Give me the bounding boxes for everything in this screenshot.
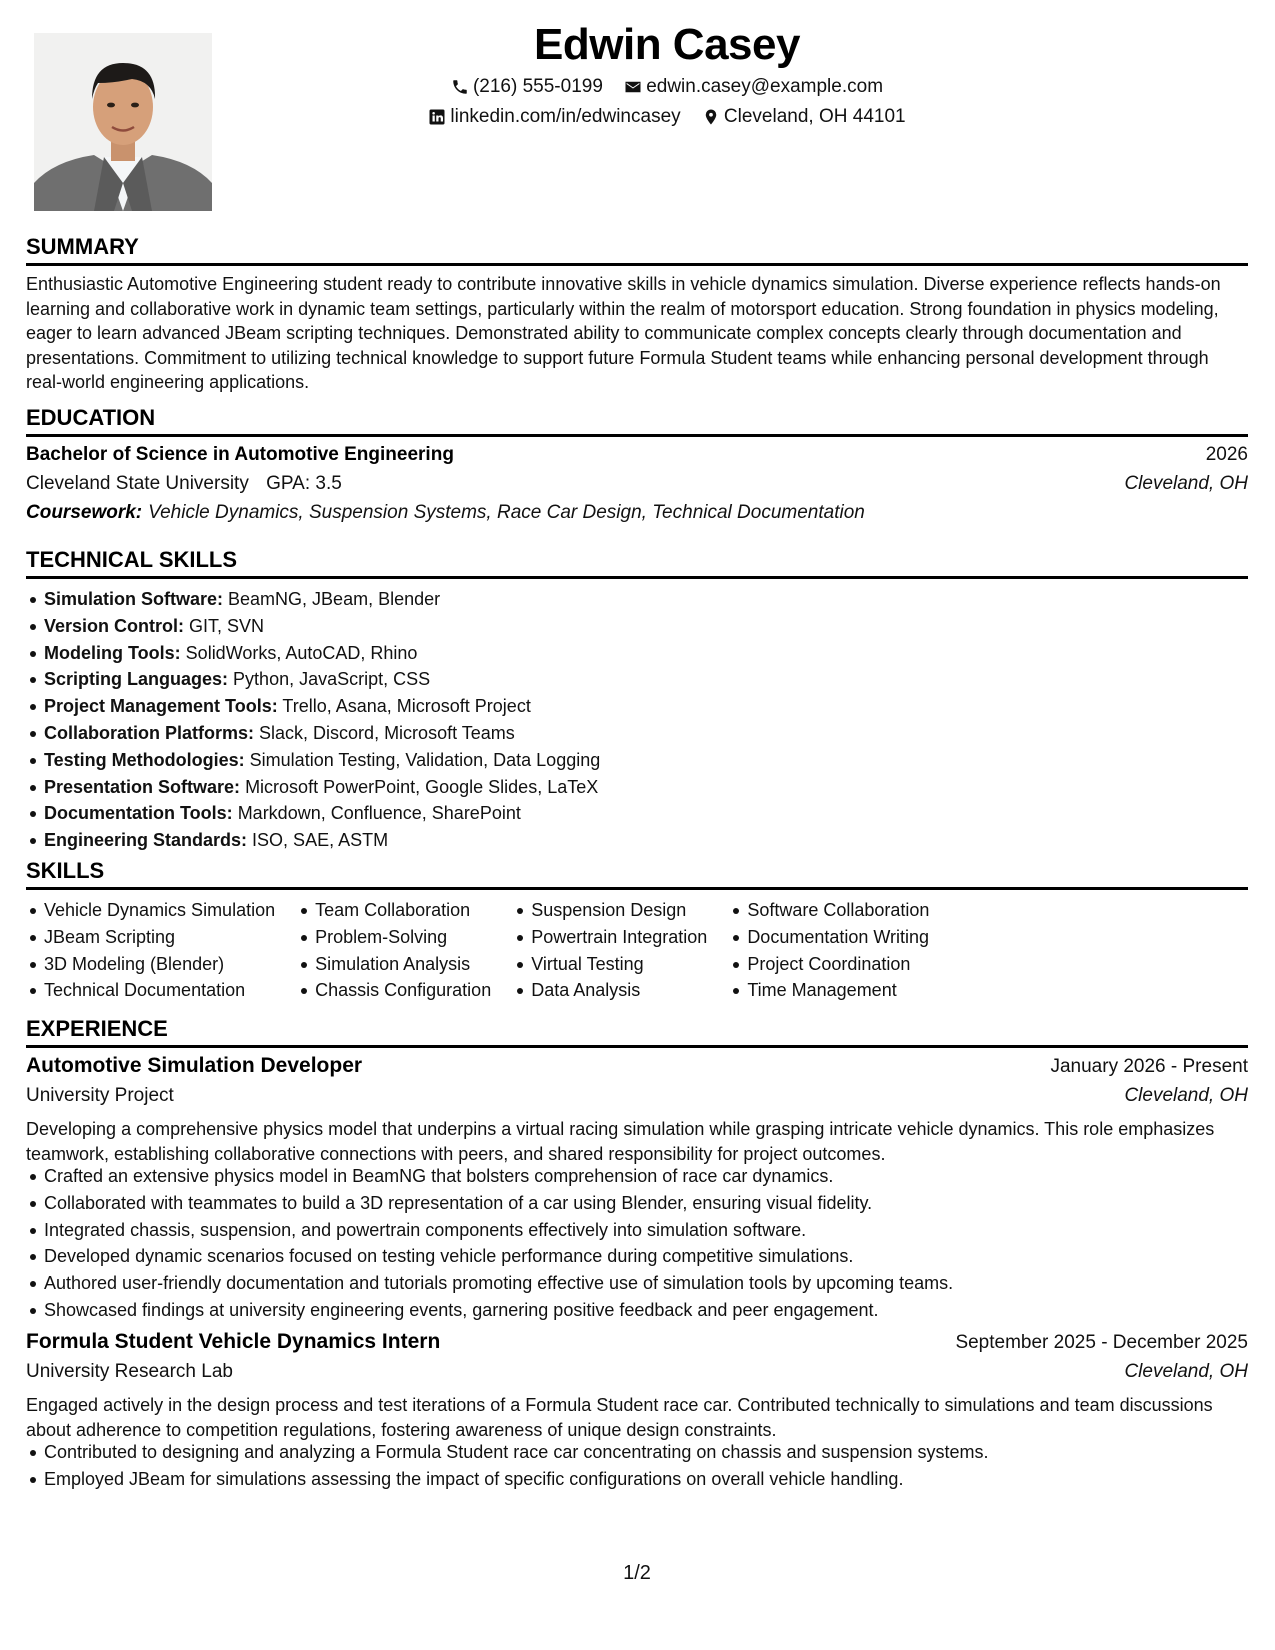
list-item: Chassis Configuration <box>297 977 491 1004</box>
linkedin-icon <box>428 108 446 126</box>
email-address: edwin.casey@example.com <box>646 76 884 97</box>
resume-page <box>26 0 1248 1650</box>
skills-column-4 <box>729 897 929 1004</box>
list-item: Data Analysis <box>513 977 707 1004</box>
list-item: Showcased findings at university engineering events, garnering positive feedback and peer engagement. <box>26 1297 1248 1324</box>
job-title: Formula Student Vehicle Dynamics Intern <box>26 1330 441 1353</box>
job-location: Cleveland, OH <box>1124 1085 1248 1106</box>
list-item: Crafted an extensive physics model in BeamNG that bolsters comprehension of race car dynamics. <box>26 1163 1248 1190</box>
list-item: Developed dynamic scenarios focused on testing vehicle performance during competitive simulations. <box>26 1243 1248 1270</box>
skills-heading: SKILLS <box>26 858 1248 890</box>
summary-heading: SUMMARY <box>26 234 1248 266</box>
list-item: Version Control: GIT, SVN <box>26 613 1248 640</box>
education-heading: EDUCATION <box>26 405 1248 437</box>
list-item: Collaboration Platforms: Slack, Discord, Microsoft Teams <box>26 720 1248 747</box>
coursework-list: Vehicle Dynamics, Suspension Systems, Race Car Design, Technical Documentation <box>148 502 865 523</box>
list-item: Software Collaboration <box>729 897 929 924</box>
list-item: Technical Documentation <box>26 977 275 1004</box>
school-name: Cleveland State University <box>26 473 249 494</box>
list-item: Time Management <box>729 977 929 1004</box>
map-pin-icon <box>702 108 720 126</box>
job-1-description: Developing a comprehensive physics model that underpins a virtual racing simulation while grasping intricate vehicle dynamics. This role emphasizes teamwork, establishing collaborative connections with peers, and shared responsibility for project outcomes. <box>26 1119 1215 1164</box>
list-item: Project Management Tools: Trello, Asana, Microsoft Project <box>26 693 1248 720</box>
job-org: University Research Lab <box>26 1361 233 1382</box>
list-item: Testing Methodologies: Simulation Testing, Validation, Data Logging <box>26 747 1248 774</box>
list-item: Presentation Software: Microsoft PowerPoint, Google Slides, LaTeX <box>26 774 1248 801</box>
job-location: Cleveland, OH <box>1124 1361 1248 1382</box>
job-dates: September 2025 - December 2025 <box>955 1332 1248 1353</box>
coursework-row <box>26 502 1248 524</box>
email-contact[interactable] <box>624 76 883 98</box>
list-item: Project Coordination <box>729 951 929 978</box>
job-2-bullets <box>26 1439 1248 1493</box>
list-item: Virtual Testing <box>513 951 707 978</box>
linkedin-contact[interactable] <box>428 106 680 128</box>
list-item: 3D Modeling (Blender) <box>26 951 275 978</box>
list-item: Scripting Languages: Python, JavaScript, CSS <box>26 666 1248 693</box>
job-1-org-row <box>26 1085 1248 1107</box>
coursework-label: Coursework: <box>26 502 143 523</box>
job-1-title-row <box>26 1054 1248 1078</box>
school-location: Cleveland, OH <box>1124 473 1248 494</box>
graduation-year: 2026 <box>1205 444 1248 465</box>
job-dates: January 2026 - Present <box>1050 1056 1248 1077</box>
location-text: Cleveland, OH 44101 <box>723 106 906 127</box>
skills-grid <box>26 897 1248 1004</box>
education-school-row <box>26 473 1248 495</box>
contact-row-1 <box>186 76 1148 102</box>
location-contact <box>702 106 906 128</box>
contact-row-2 <box>186 106 1148 132</box>
technical-skills-list <box>26 586 1248 854</box>
experience-heading: EXPERIENCE <box>26 1016 1248 1048</box>
skills-column-1 <box>26 897 275 1004</box>
list-item: Engineering Standards: ISO, SAE, ASTM <box>26 827 1248 854</box>
summary-text: Enthusiastic Automotive Engineering student ready to contribute innovative skills in vehicle dynamics simulation. Diverse experience reflects hands-on learning and collaborative work in dynamic team settings, particularly within the realm of motorsport education. Strong foundation in physics modeling, eager to learn advanced JBeam scripting techniques. Demonstrated ability to communicate complex concepts clearly through documentation and presentations. Commitment to utilizing technical knowledge to support future Formula Student teams while enhancing personal development through real-world engineering applications. <box>26 274 1221 392</box>
job-org: University Project <box>26 1085 174 1106</box>
list-item: Vehicle Dynamics Simulation <box>26 897 275 924</box>
list-item: Simulation Analysis <box>297 951 491 978</box>
phone-contact[interactable] <box>451 76 603 98</box>
page-number: 1/2 <box>623 1562 651 1584</box>
phone-number: (216) 555-0199 <box>472 76 603 97</box>
list-item: Modeling Tools: SolidWorks, AutoCAD, Rhino <box>26 640 1248 667</box>
skills-column-2 <box>297 897 491 1004</box>
technical-skills-heading: TECHNICAL SKILLS <box>26 547 1248 579</box>
job-title: Automotive Simulation Developer <box>26 1054 363 1077</box>
list-item: Integrated chassis, suspension, and powertrain components effectively into simulation software. <box>26 1217 1248 1244</box>
job-2-org-row <box>26 1361 1248 1383</box>
list-item: Contributed to designing and analyzing a Formula Student race car concentrating on chassis and suspension systems. <box>26 1439 1248 1466</box>
list-item: Documentation Tools: Markdown, Confluence, SharePoint <box>26 800 1248 827</box>
job-2-title-row <box>26 1330 1248 1354</box>
phone-icon <box>451 78 469 96</box>
list-item: Suspension Design <box>513 897 707 924</box>
job-2-description: Engaged actively in the design process and test iterations of a Formula Student race car. Contributed technically to simulations and team discussions about adherence to competition regulations, fostering awareness of unique design constraints. <box>26 1395 1213 1440</box>
list-item: Employed JBeam for simulations assessing the impact of specific configurations on overall vehicle handling. <box>26 1466 1248 1493</box>
degree: Bachelor of Science in Automotive Engineering <box>26 444 454 465</box>
candidate-name: Edwin Casey <box>534 20 800 69</box>
list-item: Problem-Solving <box>297 924 491 951</box>
list-item: Documentation Writing <box>729 924 929 951</box>
job-1-bullets <box>26 1163 1248 1324</box>
linkedin-url: linkedin.com/in/edwincasey <box>450 106 681 127</box>
list-item: Powertrain Integration <box>513 924 707 951</box>
envelope-icon <box>624 78 642 96</box>
list-item: Team Collaboration <box>297 897 491 924</box>
gpa: GPA: 3.5 <box>266 473 342 494</box>
education-degree-row <box>26 444 1248 466</box>
school-info <box>26 473 342 495</box>
list-item: Authored user-friendly documentation and tutorials promoting effective use of simulation tools by upcoming teams. <box>26 1270 1248 1297</box>
list-item: JBeam Scripting <box>26 924 275 951</box>
list-item: Simulation Software: BeamNG, JBeam, Blender <box>26 586 1248 613</box>
skills-column-3 <box>513 897 707 1004</box>
list-item: Collaborated with teammates to build a 3D representation of a car using Blender, ensuring visual fidelity. <box>26 1190 1248 1217</box>
